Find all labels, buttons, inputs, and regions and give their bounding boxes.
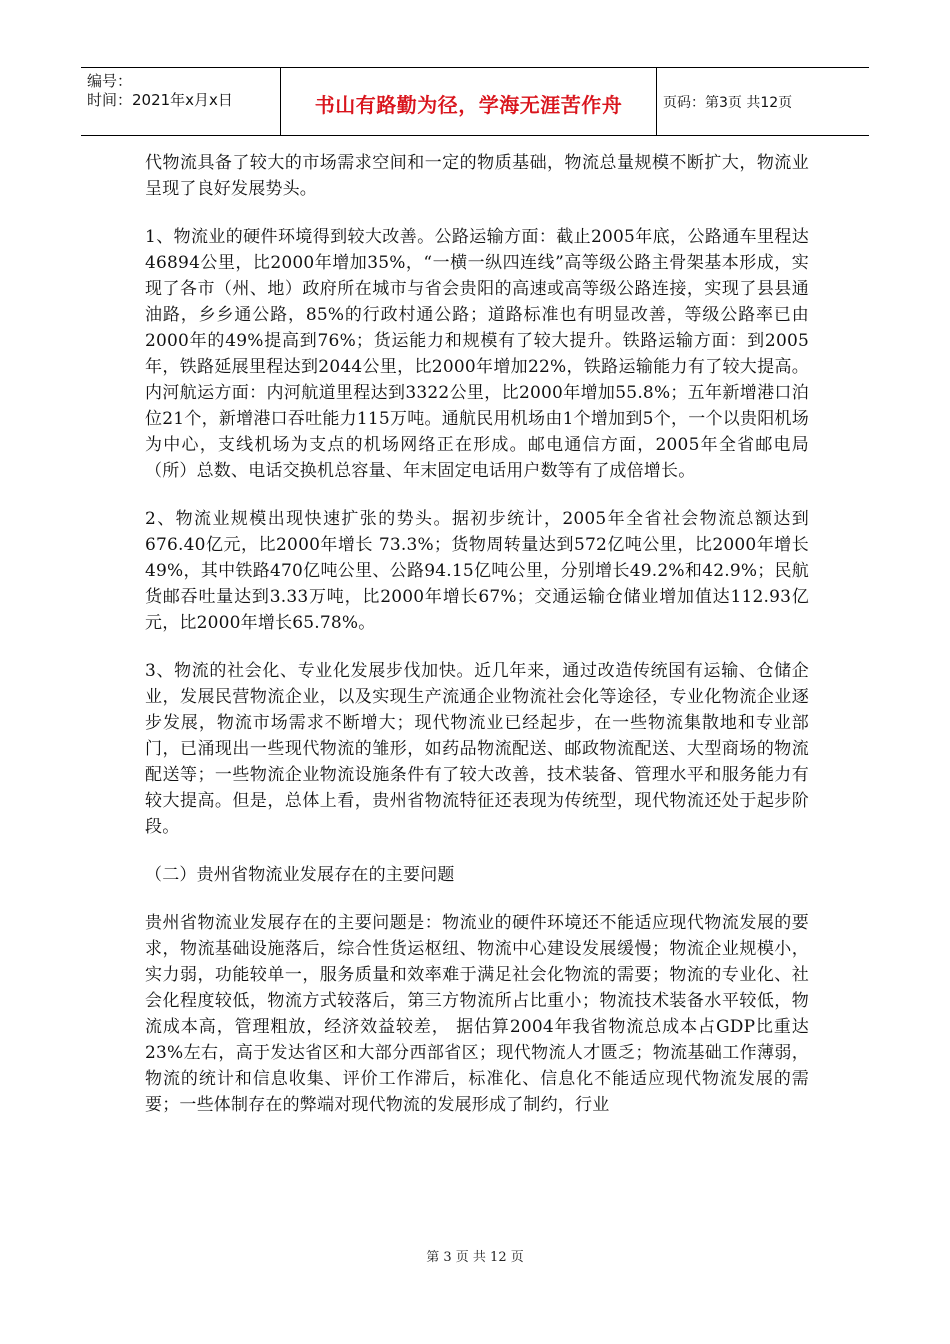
paragraph-main-problems: 贵州省物流业发展存在的主要问题是：物流业的硬件环境还不能适应现代物流发展的要求，物流基础设施落后，综合性货运枢纽、物流中心建设发展缓慢；物流企业规模小，实力弱，功能较单一，服务质量和效率难于满足社会化物流的需要；物流的专业化、社会化程度较低，物流方式较落后，第三方物流所占比重小；物流技术装备水平较低，物流成本高，管理粗放，经济效益较差， 据估算2004年我省物流总成本占GDP比重达23%左右，高于发达省区和大部分西部省区；现代物流人才匮乏；物流基础工作薄弱，物流的统计和信息收集、评价工作滞后，标准化、信息化不能适应现代物流发展的需要；一些体制存在的弊端对现代物流的发展形成了制约，行业 bbox=[145, 913, 809, 1115]
document-header bbox=[81, 67, 869, 136]
paragraph-scale-expansion: 2、物流业规模出现快速扩张的势头。据初步统计，2005年全省社会物流总额达到676.40亿元，比2000年增长 73.3%；货物周转量达到572亿吨公里，比2000年增长49%，其中铁路470亿吨公里、公路94.15亿吨公里，分别增长49.2%和42.9%；民航货邮吞吐量达到3.33万吨，比2000年增长67%；交通运输仓储业增加值达112.93亿元，比2000年增长65.78%。 bbox=[145, 509, 809, 633]
code-label: 编号： bbox=[87, 72, 133, 90]
page-info: 页码：第3页 共12页 bbox=[663, 94, 793, 111]
paragraph-intro: 代物流具备了较大的市场需求空间和一定的物质基础，物流总量规模不断扩大，物流业呈现了良好发展势头。 bbox=[145, 153, 809, 199]
paragraph-hardware-environment: 1、物流业的硬件环境得到较大改善。公路运输方面：截止2005年底，公路通车里程达46894公里，比2000年增加35%，“一横一纵四连线”高等级公路主骨架基本形成，实现了各市（州、地）政府所在城市与省会贵阳的高速或高等级公路连接，实现了县县通油路，乡乡通公路，85%的行政村通公路；道路标准也有明显改善，等级公路率已由2000年的49%提高到76%；货运能力和规模有了较大提升。铁路运输方面：到2005年，铁路延展里程达到2044公里，比2000年增加22%，铁路运输能力有了较大提高。内河航运方面：内河航道里程达到3322公里，比2000年增加55.8%；五年新增港口泊位21个，新增港口吞吐能力115万吨。通航民用机场由1个增加到5个，一个以贵阳机场为中心，支线机场为支点的机场网络正在形成。邮电通信方面，2005年全省邮电局（所）总数、电话交换机总容量、年末固定电话用户数等有了成倍增长。 bbox=[145, 227, 809, 481]
document-body bbox=[145, 150, 809, 1118]
paragraph-socialization: 3、物流的社会化、专业化发展步伐加快。近几年来，通过改造传统国有运输、仓储企业，发展民营物流企业，以及实现生产流通企业物流社会化等途径，专业化物流企业逐步发展，物流市场需求不断增大；现代物流业已经起步，在一些物流集散地和专业部门，已涌现出一些现代物流的雏形，如药品物流配送、邮政物流配送、大型商场的物流配送等；一些物流企业物流设施条件有了较大改善，技术装备、管理水平和服务能力有较大提高。但是，总体上看，贵州省物流特征还表现为传统型，现代物流还处于起步阶段。 bbox=[145, 661, 809, 837]
page-footer: 第 3 页 共 12 页 bbox=[426, 1250, 524, 1265]
motto-text: 书山有路勤为径，学海无涯苦作舟 bbox=[314, 93, 623, 117]
time-label: 时间：2021年x月x日 bbox=[87, 91, 233, 109]
header-meta-cell bbox=[81, 68, 281, 135]
section-heading: （二）贵州省物流业发展存在的主要问题 bbox=[145, 865, 455, 885]
header-page-cell bbox=[657, 68, 869, 135]
header-motto-cell bbox=[281, 68, 657, 135]
